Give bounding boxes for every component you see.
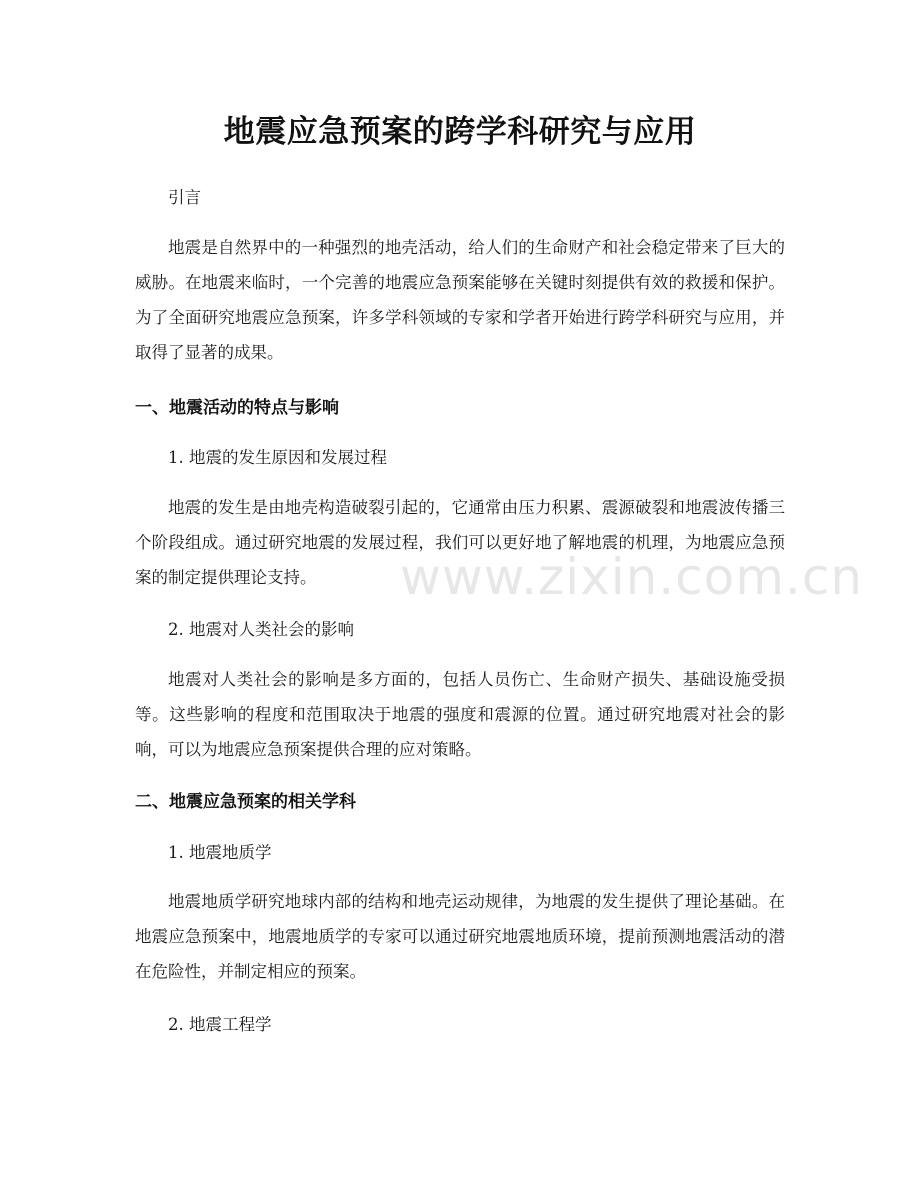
section1-sub1-paragraph: 地震的发生是由地壳构造破裂引起的，它通常由压力积累、震源破裂和地震波传播三个阶段组成。通过研究地震的发展过程，我们可以更好地了解地震的机理，为地震应急预案的制定提供理论支持。 <box>135 498 785 587</box>
section1-heading: 一、地震活动的特点与影响 <box>135 398 339 418</box>
section2-heading-block <box>135 790 785 814</box>
section2-sub1-paragraph-block <box>135 884 785 989</box>
intro-label-block <box>135 186 785 210</box>
section2-sub2-title: 2. 地震工程学 <box>168 1015 272 1034</box>
section1-sub2-title-block <box>135 618 785 642</box>
section2-sub2-title-block <box>135 1013 785 1037</box>
section1-sub1-title: 1. 地震的发生原因和发展过程 <box>168 448 387 467</box>
section1-sub2-paragraph: 地震对人类社会的影响是多方面的，包括人员伤亡、生命财产损失、基础设施受损等。这些影响的程度和范围取决于地震的强度和震源的位置。通过研究地震对社会的影响，可以为地震应急预案提供合理的应对策略。 <box>135 670 785 759</box>
section1-heading-block <box>135 396 785 420</box>
document-title: 地震应急预案的跨学科研究与应用 <box>223 114 697 150</box>
intro-paragraph-block <box>135 230 785 370</box>
section2-sub1-title: 1. 地震地质学 <box>168 843 272 862</box>
section2-heading: 二、地震应急预案的相关学科 <box>135 792 356 812</box>
intro-paragraph: 地震是自然界中的一种强烈的地壳活动，给人们的生命财产和社会稳定带来了巨大的威胁。在地震来临时，一个完善的地震应急预案能够在关键时刻提供有效的救援和保护。为了全面研究地震应急预案，许多学科领域的专家和学者开始进行跨学科研究与应用，并取得了显著的成果。 <box>135 238 785 362</box>
section1-sub1-title-block <box>135 446 785 470</box>
section1-sub1-paragraph-block <box>135 490 785 595</box>
section2-sub1-title-block <box>135 841 785 865</box>
intro-label: 引言 <box>168 188 201 207</box>
watermark-text: www.zixin.com.cn <box>400 548 864 606</box>
section1-sub2-title: 2. 地震对人类社会的影响 <box>168 620 354 639</box>
section1-sub2-paragraph-block <box>135 662 785 767</box>
section2-sub1-paragraph: 地震地质学研究地球内部的结构和地壳运动规律，为地震的发生提供了理论基础。在地震应急预案中，地震地质学的专家可以通过研究地震地质环境，提前预测地震活动的潜在危险性，并制定相应的预案。 <box>135 892 785 981</box>
